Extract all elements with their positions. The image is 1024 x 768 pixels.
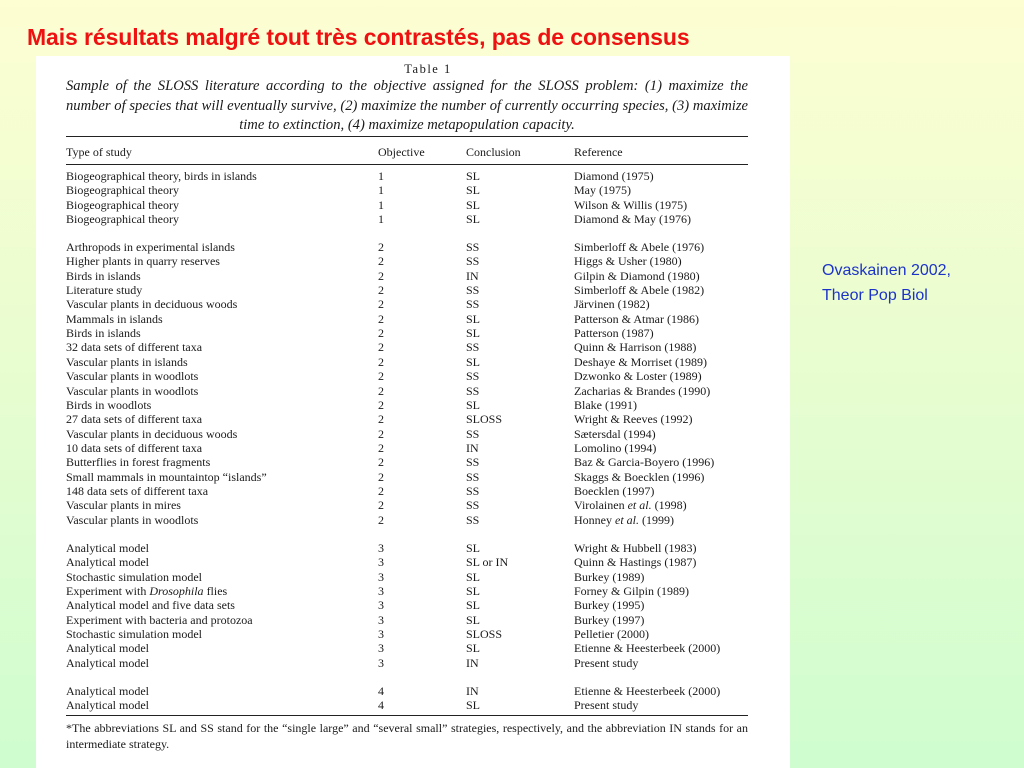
cell-type: Arthropods in experimental islands (66, 240, 235, 254)
cell-obj: 3 (378, 555, 384, 570)
table-row (36, 340, 790, 354)
cell-ref: Quinn & Harrison (1988) (574, 340, 697, 355)
cell-ref: Virolainen et al. (1998) (574, 498, 687, 513)
cell-conc: SL (466, 311, 481, 326)
cell-type: Vascular plants in deciduous woods (66, 426, 238, 441)
cell-conc: SS (466, 426, 480, 441)
cell-type: Stochastic simulation model (66, 569, 202, 584)
cell-conc: SS (466, 469, 480, 484)
cell-ref: Gilpin & Diamond (1980) (574, 268, 700, 283)
citation-line-2: Theor Pop Biol (822, 287, 928, 304)
cell-type: Literature study (66, 283, 143, 298)
cell-type: 10 data sets of different taxa (66, 440, 203, 455)
cell-type: Mammals in islands (66, 311, 163, 326)
cell-ref: Etienne & Heesterbeek (2000) (574, 684, 721, 698)
cell-obj: 2 (378, 340, 384, 355)
cell-type: Biogeographical theory (66, 212, 179, 227)
cell-conc: SL (466, 698, 481, 713)
table-row (36, 627, 790, 641)
cell-ref: Wright & Hubbell (1983) (574, 541, 697, 555)
cell-type: Vascular plants in woodlots (66, 369, 199, 384)
table-row (36, 441, 790, 455)
cell-type: Analytical model (66, 684, 149, 698)
table-row (36, 470, 790, 484)
cell-type: Analytical model and five data sets (66, 598, 235, 613)
table-row (36, 613, 790, 627)
table-row (36, 369, 790, 383)
cell-ref: Sætersdal (1994) (574, 426, 656, 441)
cell-conc: SS (466, 283, 480, 298)
cell-ref: Wilson & Willis (1975) (574, 197, 688, 212)
cell-obj: 2 (378, 383, 384, 398)
table-row (36, 555, 790, 569)
table-row (36, 269, 790, 283)
header-objective: Objective (378, 145, 425, 159)
cell-ref: Pelletier (2000) (574, 627, 649, 642)
table-row (36, 198, 790, 212)
table-row (36, 212, 790, 226)
cell-type: Biogeographical theory, birds in islands (66, 169, 257, 183)
cell-obj: 2 (378, 498, 384, 513)
cell-ref: Simberloff & Abele (1982) (574, 283, 705, 298)
cell-type: Small mammals in mountaintop “islands” (66, 469, 267, 484)
cell-type: Higher plants in quarry reserves (66, 254, 220, 269)
cell-obj: 2 (378, 455, 384, 470)
cell-obj: 2 (378, 240, 384, 254)
table-row (36, 698, 790, 712)
table-top-rule (66, 136, 748, 137)
cell-ref: Lomolino (1994) (574, 440, 657, 455)
cell-obj: 2 (378, 297, 384, 312)
cell-conc: SS (466, 254, 480, 269)
table-row (36, 183, 790, 197)
cell-ref: Present study (574, 655, 639, 670)
cell-ref: Quinn & Hastings (1987) (574, 555, 697, 570)
cell-obj: 3 (378, 569, 384, 584)
cell-conc: SS (466, 369, 480, 384)
cell-obj: 2 (378, 283, 384, 298)
cell-type: Vascular plants in islands (66, 354, 188, 369)
cell-type: Experiment with bacteria and protozoa (66, 612, 253, 627)
cell-type: 148 data sets of different taxa (66, 483, 209, 498)
citation-line-1: Ovaskainen 2002, (822, 262, 951, 279)
cell-obj: 2 (378, 440, 384, 455)
cell-obj: 2 (378, 311, 384, 326)
table-row (36, 484, 790, 498)
cell-ref: Wright & Reeves (1992) (574, 412, 693, 427)
table-row (36, 455, 790, 469)
table-caption: Sample of the SLOSS literature according to the objective assigned for the SLOSS problem: (1) maximize the number of species that will eventually survive, (2) maximize the number of currently occurring species, (3) maximize time to extinction, (4) maximize metapopulation capacity. (66, 78, 748, 133)
cell-obj: 1 (378, 197, 384, 212)
cell-type: Birds in islands (66, 326, 141, 341)
cell-ref: Järvinen (1982) (574, 297, 650, 312)
cell-obj: 2 (378, 326, 384, 341)
cell-obj: 2 (378, 254, 384, 269)
cell-type: Biogeographical theory (66, 183, 179, 198)
cell-ref: Burkey (1989) (574, 569, 645, 584)
cell-ref: Baz & Garcia-Boyero (1996) (574, 455, 715, 470)
cell-type: Biogeographical theory (66, 197, 179, 212)
cell-type: Butterflies in forest fragments (66, 455, 211, 470)
citation-note (822, 258, 951, 308)
cell-type: Vascular plants in mires (66, 498, 181, 513)
table-row (36, 169, 790, 183)
cell-type: 32 data sets of different taxa (66, 340, 203, 355)
header-reference: Reference (574, 145, 623, 159)
cell-obj: 1 (378, 183, 384, 198)
cell-ref: Burkey (1997) (574, 612, 645, 627)
cell-conc: SLOSS (466, 627, 503, 642)
table-row (36, 427, 790, 441)
cell-conc: SL (466, 584, 481, 599)
cell-ref: Burkey (1995) (574, 598, 645, 613)
table-row (36, 355, 790, 369)
cell-ref: Patterson & Atmar (1986) (574, 311, 699, 326)
cell-type: 27 data sets of different taxa (66, 412, 203, 427)
slide-title: Mais résultats malgré tout très contrastés, pas de consensus (27, 24, 690, 50)
cell-obj: 2 (378, 369, 384, 384)
table-row (36, 297, 790, 311)
cell-obj: 2 (378, 354, 384, 369)
table-heading (36, 62, 790, 77)
cell-ref: Skaggs & Boecklen (1996) (574, 469, 705, 484)
cell-obj: 2 (378, 512, 384, 527)
cell-type: Analytical model (66, 541, 149, 555)
table-row (36, 240, 790, 254)
cell-conc: SS (466, 483, 480, 498)
cell-conc: SL (466, 569, 481, 584)
cell-conc: SS (466, 498, 480, 513)
cell-type: Experiment with Drosophila flies (66, 584, 228, 599)
cell-ref: Diamond (1975) (574, 169, 654, 183)
cell-ref: Dzwonko & Loster (1989) (574, 369, 702, 384)
cell-conc: SS (466, 455, 480, 470)
table-row (36, 254, 790, 268)
table-bottom-rule (66, 715, 748, 716)
table-row (36, 498, 790, 512)
cell-obj: 1 (378, 212, 384, 227)
cell-conc: SL (466, 598, 481, 613)
cell-conc: SL (466, 397, 481, 412)
cell-conc: SS (466, 512, 480, 527)
table-header-rule (66, 164, 748, 165)
cell-conc: SS (466, 383, 480, 398)
cell-ref: Diamond & May (1976) (574, 212, 691, 227)
cell-obj: 3 (378, 655, 384, 670)
table-row (36, 412, 790, 426)
cell-conc: SL (466, 326, 481, 341)
cell-obj: 2 (378, 268, 384, 283)
table-row (36, 384, 790, 398)
cell-conc: SLOSS (466, 412, 503, 427)
table-row (36, 598, 790, 612)
cell-type: Birds in islands (66, 268, 141, 283)
table-row (36, 570, 790, 584)
table-row (36, 684, 790, 698)
cell-obj: 3 (378, 541, 384, 555)
cell-obj: 3 (378, 612, 384, 627)
table-row (36, 326, 790, 340)
cell-conc: SL (466, 541, 481, 555)
cell-conc: SS (466, 297, 480, 312)
cell-conc: SS (466, 340, 480, 355)
cell-obj: 2 (378, 469, 384, 484)
cell-ref: Boecklen (1997) (574, 483, 655, 498)
cell-obj: 4 (378, 698, 384, 713)
cell-conc: SL or IN (466, 555, 509, 570)
table-row (36, 641, 790, 655)
cell-ref: Forney & Gilpin (1989) (574, 584, 689, 599)
table-row (36, 513, 790, 527)
cell-obj: 3 (378, 598, 384, 613)
cell-type: Vascular plants in woodlots (66, 383, 199, 398)
table-header-row (36, 145, 790, 159)
table-row (36, 312, 790, 326)
cell-conc: IN (466, 655, 479, 670)
cell-obj: 2 (378, 483, 384, 498)
cell-type: Analytical model (66, 641, 149, 656)
cell-ref: Etienne & Heesterbeek (2000) (574, 641, 721, 656)
cell-type: Analytical model (66, 698, 149, 713)
cell-conc: IN (466, 440, 479, 455)
cell-conc: SS (466, 240, 480, 254)
cell-conc: SL (466, 641, 481, 656)
cell-obj: 4 (378, 684, 384, 698)
table-row (36, 584, 790, 598)
cell-conc: SL (466, 197, 481, 212)
cell-type: Analytical model (66, 555, 149, 570)
table-row (36, 398, 790, 412)
table-row (36, 656, 790, 670)
cell-obj: 3 (378, 584, 384, 599)
table-heading-text: Table 1 (404, 62, 452, 76)
cell-conc: SL (466, 612, 481, 627)
cell-type: Vascular plants in deciduous woods (66, 297, 238, 312)
cell-obj: 1 (378, 169, 384, 183)
header-conclusion: Conclusion (466, 145, 521, 159)
cell-type: Birds in woodlots (66, 397, 152, 412)
cell-conc: SL (466, 354, 481, 369)
cell-ref: Present study (574, 698, 639, 713)
cell-obj: 3 (378, 641, 384, 656)
table-row (36, 541, 790, 555)
cell-type: Stochastic simulation model (66, 627, 202, 642)
cell-ref: Patterson (1987) (574, 326, 654, 341)
cell-obj: 2 (378, 397, 384, 412)
cell-ref: Blake (1991) (574, 397, 637, 412)
cell-conc: SL (466, 169, 481, 183)
cell-ref: May (1975) (574, 183, 631, 198)
cell-ref: Simberloff & Abele (1976) (574, 240, 705, 254)
cell-conc: IN (466, 684, 479, 698)
cell-type: Vascular plants in woodlots (66, 512, 199, 527)
cell-ref: Higgs & Usher (1980) (574, 254, 682, 269)
cell-conc: SL (466, 183, 481, 198)
cell-obj: 2 (378, 412, 384, 427)
table-footnote: *The abbreviations SL and SS stand for the “single large” and “several small” strategies, respectively, and the abbreviation IN stands for an intermediate strategy. (66, 721, 748, 751)
cell-obj: 2 (378, 426, 384, 441)
cell-ref: Deshaye & Morriset (1989) (574, 354, 707, 369)
cell-ref: Honney et al. (1999) (574, 512, 674, 527)
table-row (36, 283, 790, 297)
header-type: Type of study (66, 145, 132, 159)
cell-obj: 3 (378, 627, 384, 642)
cell-conc: SL (466, 212, 481, 227)
cell-type: Analytical model (66, 655, 149, 670)
table-image-panel (36, 56, 790, 768)
cell-conc: IN (466, 268, 479, 283)
cell-ref: Zacharias & Brandes (1990) (574, 383, 711, 398)
